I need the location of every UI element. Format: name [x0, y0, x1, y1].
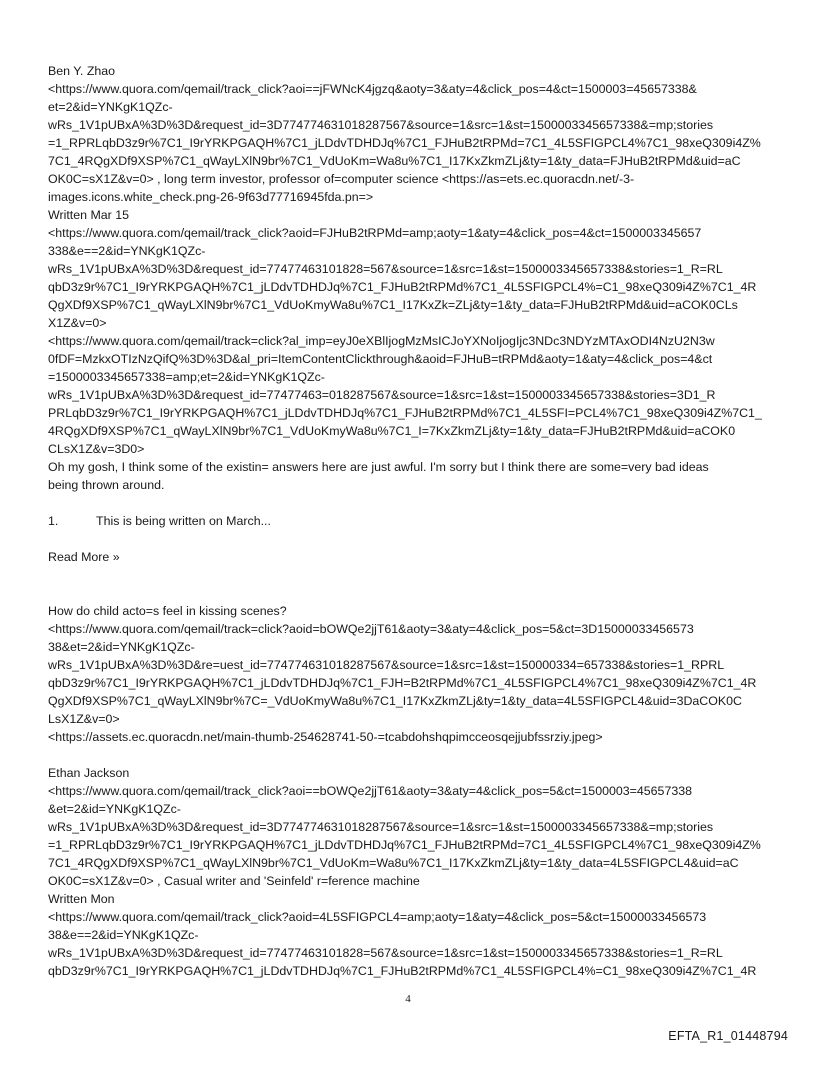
answer-url-line[interactable]: 338&e==2&id=YNKgK1QZc- — [48, 244, 206, 258]
page-number: 4 — [405, 993, 411, 1005]
written-date: Written Mon — [48, 892, 115, 906]
written-date: Written Mar 15 — [48, 208, 130, 222]
answer-url-line[interactable]: 38&e==2&id=YNKgK1QZc- — [48, 928, 199, 942]
read-more-link[interactable]: Read More » — [48, 550, 120, 564]
answer-url-line[interactable]: qbD3z9r%7C1_I9rYRKPGAQH%7C1_jLDdvTDHDJq%7C1_FJHuB2tRPMd%7C1_4L5SFIGPCL4%=C1_98xeQ309i4Z%7C1_4R — [48, 280, 757, 294]
tracking-url-line[interactable]: <https://www.quora.com/qemail/track_click?aoi==jFWNcK4jgzq&aoty=3&aty=4&click_pos=4&ct=1500003=45657338& — [48, 82, 697, 96]
question-url-line[interactable]: 38&et=2&id=YNKgK1QZc- — [48, 640, 195, 654]
question-url-line[interactable]: <https://www.quora.com/qemail/track=click?aoid=bOWQe2jjT61&aoty=3&aty=4&click_pos=5&ct=3D15000033456573 — [48, 622, 694, 636]
icon-url-line[interactable]: images.icons.white_check.png-26-9f63d77716945fda.pn=> — [48, 190, 374, 204]
content-url-line[interactable]: PRLqbD3z9r%7C1_I9rYRKPGAQH%7C1_jLDdvTDHDJq%7C1_FJHuB2tRPMd%7C1_4L5SFI=PCL4%7C1_98xeQ309i4Z%7C1_ — [48, 406, 762, 420]
document-page — [48, 62, 776, 980]
question-url-line[interactable]: wRs_1V1pUBxA%3D%3D&re=uest_id=774774631018287567&source=1&src=1&st=150000334=657338&stories=1_RPRL — [48, 658, 725, 672]
author-credential-line[interactable]: OK0C=sX1Z&v=0> , Casual writer and 'Seinfeld' r=ference machine — [48, 874, 420, 888]
tracking-url-line[interactable]: wRs_1V1pUBxA%3D%3D&request_id=3D774774631018287567&source=1&src=1&st=1500003345657338&=mp;stories — [48, 820, 714, 834]
tracking-url-line[interactable]: =1_RPRLqbD3z9r%7C1_I9rYRKPGAQH%7C1_jLDdvTDHDJq%7C1_FJHuB2tRPMd=7C1_4L5SFIGPCL4%7C1_98xeQ309i4Z% — [48, 136, 761, 150]
answer-url-line[interactable]: QgXDf9XSP%7C1_qWayLXlN9br%7C1_VdUoKmyWa8u%7C1_I17KxZk=ZLj&ty=1&ty_data=FJHuB2tRPMd&uid=aCOK0CLs — [48, 298, 738, 312]
content-url-line[interactable]: <https://www.quora.com/qemail/track=click?al_imp=eyJ0eXBlIjogMzMsICJoYXNoIjogIjc3NDc3NDYzMTAxODI4NzU2N3w — [48, 334, 715, 348]
tracking-url-line[interactable]: =1_RPRLqbD3z9r%7C1_I9rYRKPGAQH%7C1_jLDdvTDHDJq%7C1_FJHuB2tRPMd=7C1_4L5SFIGPCL4%7C1_98xeQ309i4Z% — [48, 838, 761, 852]
thumbnail-url-line[interactable]: <https://assets.ec.quoracdn.net/main-thumb-254628741-50-=tcabdohshqpimcceosqejjubfssrziy.jpeg> — [48, 730, 603, 744]
content-url-line[interactable]: =1500003345657338=amp;et=2&id=YNKgK1QZc- — [48, 370, 325, 384]
list-text: This is being written on March... — [96, 514, 271, 528]
tracking-url-line[interactable]: 7C1_4RQgXDf9XSP%7C1_qWayLXlN9br%7C1_VdUoKm=Wa8u%7C1_I17KxZkmZLj&ty=1&ty_data=4L5SFIGPCL4&uid=aC — [48, 856, 739, 870]
content-url-line[interactable]: 4RQgXDf9XSP%7C1_qWayLXlN9br%7C1_VdUoKmyWa8u%7C1_I=7KxZkmZLj&ty=1&ty_data=FJHuB2tRPMd&uid=aCOK0 — [48, 424, 736, 438]
answer-url-line[interactable]: qbD3z9r%7C1_I9rYRKPGAQH%7C1_jLDdvTDHDJq%7C1_FJHuB2tRPMd%7C1_4L5SFIGPCL4%=C1_98xeQ309i4Z%7C1_4R — [48, 964, 757, 978]
answer-url-line[interactable]: <https://www.quora.com/qemail/track_click?aoid=4L5SFIGPCL4=amp;aoty=1&aty=4&click_pos=5&ct=15000033456573 — [48, 910, 707, 924]
answer-url-line[interactable]: X1Z&v=0> — [48, 316, 107, 330]
answer-url-line[interactable]: wRs_1V1pUBxA%3D%3D&request_id=77477463101828=567&source=1&src=1&st=1500003345657338&stories=1_R=RL — [48, 262, 723, 276]
answer-url-line[interactable]: wRs_1V1pUBxA%3D%3D&request_id=77477463101828=567&source=1&src=1&st=1500003345657338&stories=1_R=RL — [48, 946, 723, 960]
tracking-url-line[interactable]: <https://www.quora.com/qemail/track_click?aoi==bOWQe2jjT61&aoty=3&aty=4&click_pos=5&ct=1500003=45657338 — [48, 784, 693, 798]
tracking-url-line[interactable]: &et=2&id=YNKgK1QZc- — [48, 802, 181, 816]
answer-excerpt: Oh my gosh, I think some of the existin= answers here are just awful. I'm sorry but I think there are some=very bad ideas — [48, 460, 709, 474]
document-id-footer: EFTA_R1_01448794 — [668, 1029, 788, 1043]
question-url-line[interactable]: LsX1Z&v=0> — [48, 712, 120, 726]
answer-excerpt: being thrown around. — [48, 478, 165, 492]
question-url-line[interactable]: qbD3z9r%7C1_I9rYRKPGAQH%7C1_jLDdvTDHDJq%7C1_FJH=B2tRPMd%7C1_4L5SFIGPCL4%7C1_98xeQ309i4Z%7C1_4R — [48, 676, 757, 690]
author-credential-line[interactable]: OK0C=sX1Z&v=0> , long term investor, professor of=computer science <https://as=ets.ec.quoracdn.net/-3- — [48, 172, 635, 186]
list-number: 1. — [48, 514, 59, 528]
list-item — [48, 512, 776, 530]
answer-url-line[interactable]: <https://www.quora.com/qemail/track_click?aoid=FJHuB2tRPMd=amp;aoty=1&aty=4&click_pos=4&ct=1500003345657 — [48, 226, 702, 240]
question-url-line[interactable]: QgXDf9XSP%7C1_qWayLXlN9br%7C=_VdUoKmyWa8u%7C1_I17KxZkmZLj&ty=1&ty_data=4L5SFIGPCL4&uid=3DaCOK0C — [48, 694, 742, 708]
author-name[interactable]: Ethan Jackson — [48, 766, 130, 780]
content-url-line[interactable]: wRs_1V1pUBxA%3D%3D&request_id=77477463=018287567&source=1&src=1&st=1500003345657338&stories=3D1_R — [48, 388, 716, 402]
question-title[interactable]: How do child acto=s feel in kissing scenes? — [48, 604, 287, 618]
tracking-url-line[interactable]: 7C1_4RQgXDf9XSP%7C1_qWayLXlN9br%7C1_VdUoKm=Wa8u%7C1_I17KxZkmZLj&ty=1&ty_data=FJHuB2tRPMd&uid=aC — [48, 154, 741, 168]
tracking-url-line[interactable]: wRs_1V1pUBxA%3D%3D&request_id=3D774774631018287567&source=1&src=1&st=1500003345657338&=mp;stories — [48, 118, 714, 132]
tracking-url-line[interactable]: et=2&id=YNKgK1QZc- — [48, 100, 173, 114]
content-url-line[interactable]: 0fDF=MzkxOTIzNzQifQ%3D%3D&al_pri=ItemContentClickthrough&aoid=FJHuB=tRPMd&aoty=1&aty=4&click_pos=4&ct — [48, 352, 713, 366]
content-url-line[interactable]: CLsX1Z&v=3D0> — [48, 442, 145, 456]
author-name[interactable]: Ben Y. Zhao — [48, 64, 116, 78]
